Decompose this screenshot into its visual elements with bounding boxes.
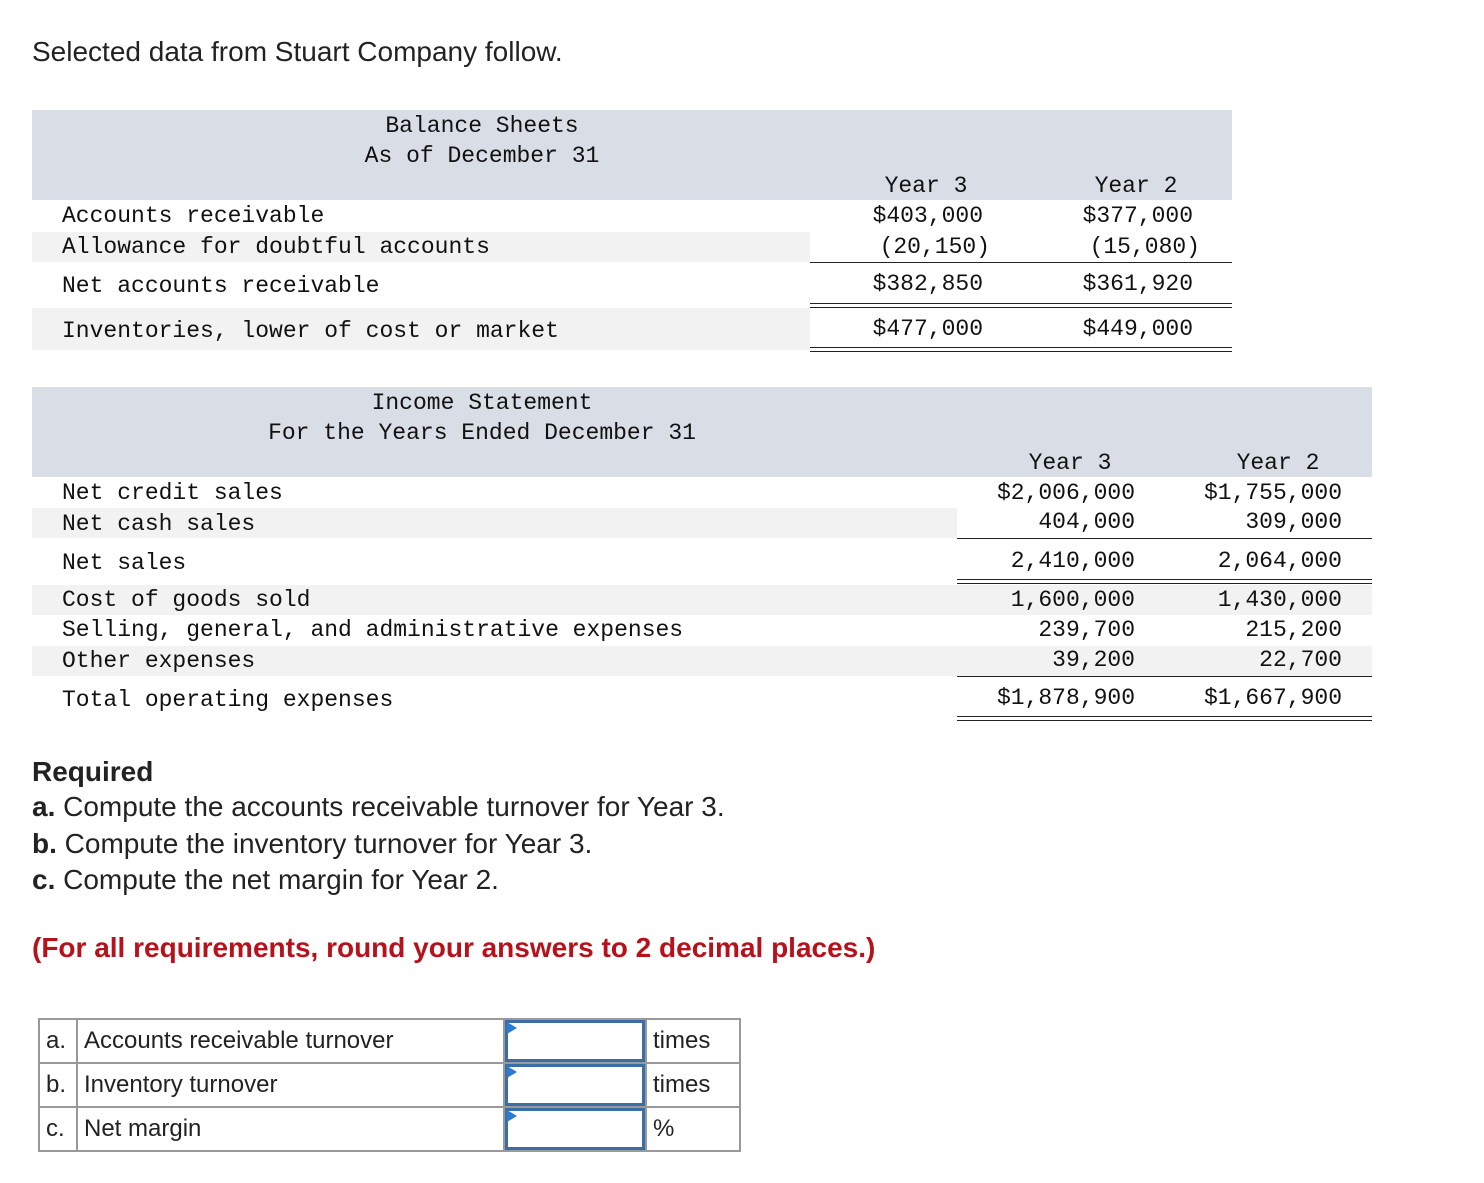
bs-row-y2: $377,000 — [1082, 203, 1193, 229]
answer-label: Inventory turnover — [77, 1063, 504, 1107]
answer-letter: c. — [39, 1107, 77, 1151]
is-double-rule — [957, 579, 1372, 584]
answer-row — [39, 1019, 740, 1063]
answer-label: Accounts receivable turnover — [77, 1019, 504, 1063]
rounding-note: (For all requirements, round your answers to 2 decimal places.) — [32, 932, 876, 963]
is-row-y2: $1,755,000 — [1203, 480, 1342, 506]
is-row-label: Net sales — [62, 550, 187, 576]
balance-sheet-title: Balance Sheets — [385, 113, 579, 139]
answer-unit: % — [646, 1107, 740, 1151]
input-flag-icon — [507, 1066, 517, 1078]
income-statement-subtitle: For the Years Ended December 31 — [268, 420, 696, 446]
is-row-y2: 2,064,000 — [1217, 548, 1342, 574]
required-letter: c. — [32, 864, 56, 895]
required-text: Compute the net margin for Year 2. — [63, 864, 499, 895]
is-row-y2: 1,430,000 — [1217, 587, 1342, 613]
is-row-y3: $2,006,000 — [996, 480, 1135, 506]
input-flag-icon — [507, 1022, 517, 1034]
balance-sheet-subtitle: As of December 31 — [364, 143, 600, 169]
is-row-label: Cost of goods sold — [62, 587, 311, 613]
income-statement-title: Income Statement — [371, 390, 593, 416]
is-row-label: Total operating expenses — [62, 687, 394, 713]
required-item-b — [32, 828, 592, 860]
answer-table — [38, 1018, 741, 1152]
bs-row-y2: (15,080) — [1089, 234, 1200, 260]
is-row-y2: 309,000 — [1245, 509, 1342, 535]
required-letter: b. — [32, 828, 57, 859]
is-double-rule — [957, 716, 1372, 721]
is-row-y2: $1,667,900 — [1203, 685, 1342, 711]
ar-turnover-input[interactable] — [505, 1020, 645, 1062]
bs-row-y3: $403,000 — [872, 203, 983, 229]
is-row-label: Net credit sales — [62, 480, 283, 506]
is-row-label: Other expenses — [62, 648, 256, 674]
answer-unit: times — [646, 1063, 740, 1107]
answer-unit: times — [646, 1019, 740, 1063]
intro-text: Selected data from Stuart Company follow. — [32, 36, 563, 67]
bs-row-y3: (20,150) — [879, 234, 990, 260]
bs-row-label: Accounts receivable — [62, 203, 325, 229]
answer-row — [39, 1107, 740, 1151]
balance-sheet-col-year2: Year 2 — [1094, 173, 1178, 199]
answer-letter: a. — [39, 1019, 77, 1063]
bs-row-y3: $477,000 — [872, 316, 983, 342]
is-subtotal-rule — [957, 676, 1372, 677]
bs-double-rule — [810, 303, 1232, 308]
bs-row-y2: $449,000 — [1082, 316, 1193, 342]
required-item-a — [32, 791, 725, 823]
net-margin-input[interactable] — [505, 1108, 645, 1150]
is-row-y3: $1,878,900 — [996, 685, 1135, 711]
bs-row-label: Allowance for doubtful accounts — [62, 234, 490, 260]
is-row-y3: 404,000 — [1038, 509, 1135, 535]
bs-row-y3: $382,850 — [872, 271, 983, 297]
is-row-y3: 39,200 — [1052, 647, 1135, 673]
is-row-label: Selling, general, and administrative expenses — [62, 617, 684, 643]
bs-row-label: Inventories, lower of cost or market — [62, 318, 559, 344]
answer-row — [39, 1063, 740, 1107]
bs-subtotal-rule — [810, 262, 1232, 263]
required-text: Compute the accounts receivable turnover for Year 3. — [63, 791, 725, 822]
income-col-year3: Year 3 — [1028, 450, 1112, 476]
is-row-label: Net cash sales — [62, 511, 256, 537]
is-row-y2: 22,700 — [1259, 647, 1342, 673]
inventory-turnover-input[interactable] — [505, 1064, 645, 1106]
bs-row-y2: $361,920 — [1082, 271, 1193, 297]
income-col-year2: Year 2 — [1236, 450, 1320, 476]
required-item-c — [32, 864, 499, 896]
bs-row-label: Net accounts receivable — [62, 273, 380, 299]
answer-label: Net margin — [77, 1107, 504, 1151]
is-row-y3: 1,600,000 — [1010, 587, 1135, 613]
is-row-y3: 2,410,000 — [1010, 548, 1135, 574]
required-title: Required — [32, 756, 154, 787]
bs-double-rule — [810, 347, 1232, 352]
is-row-y3: 239,700 — [1038, 617, 1135, 643]
required-letter: a. — [32, 791, 56, 822]
balance-sheet-col-year3: Year 3 — [884, 173, 968, 199]
is-subtotal-rule — [957, 538, 1372, 539]
input-flag-icon — [507, 1110, 517, 1122]
is-row-y2: 215,200 — [1245, 617, 1342, 643]
required-text: Compute the inventory turnover for Year 3. — [64, 828, 593, 859]
answer-letter: b. — [39, 1063, 77, 1107]
